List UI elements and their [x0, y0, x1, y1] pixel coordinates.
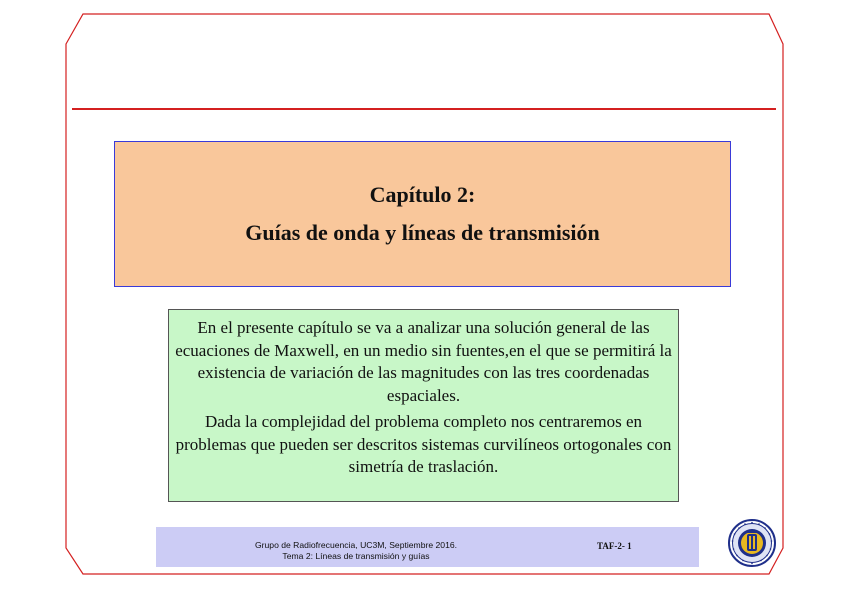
footer-band	[156, 527, 699, 567]
footer-credit-line-2: Tema 2: Líneas de transmisión y guías	[282, 550, 430, 561]
chapter-title: Guías de onda y líneas de transmisión	[245, 220, 600, 245]
chapter-title-box	[114, 141, 731, 287]
chapter-number: Capítulo 2:	[369, 182, 476, 207]
footer-credit-line-1: Grupo de Radiofrecuencia, UC3M, Septiembre 2016.	[254, 540, 458, 550]
footer-credit	[156, 540, 556, 561]
slide-code: TAF-2- 1	[597, 541, 632, 551]
intro-paragraph-2: Dada la complejidad del problema completo nos centraremos en problemas que pueden ser descritos sistemas curvilíneos ortogonales con simetría de traslación.	[175, 412, 672, 476]
university-seal-icon	[728, 519, 776, 567]
intro-paragraph-1: En el presente capítulo se va a analizar una solución general de las ecuaciones de Maxwell, en un medio sin fuentes,en el que se permitirá la existencia de variación de las magnitudes con las tres coordenadas espaciales.	[175, 318, 672, 405]
intro-text-box	[168, 309, 679, 502]
header-rule	[72, 108, 776, 110]
